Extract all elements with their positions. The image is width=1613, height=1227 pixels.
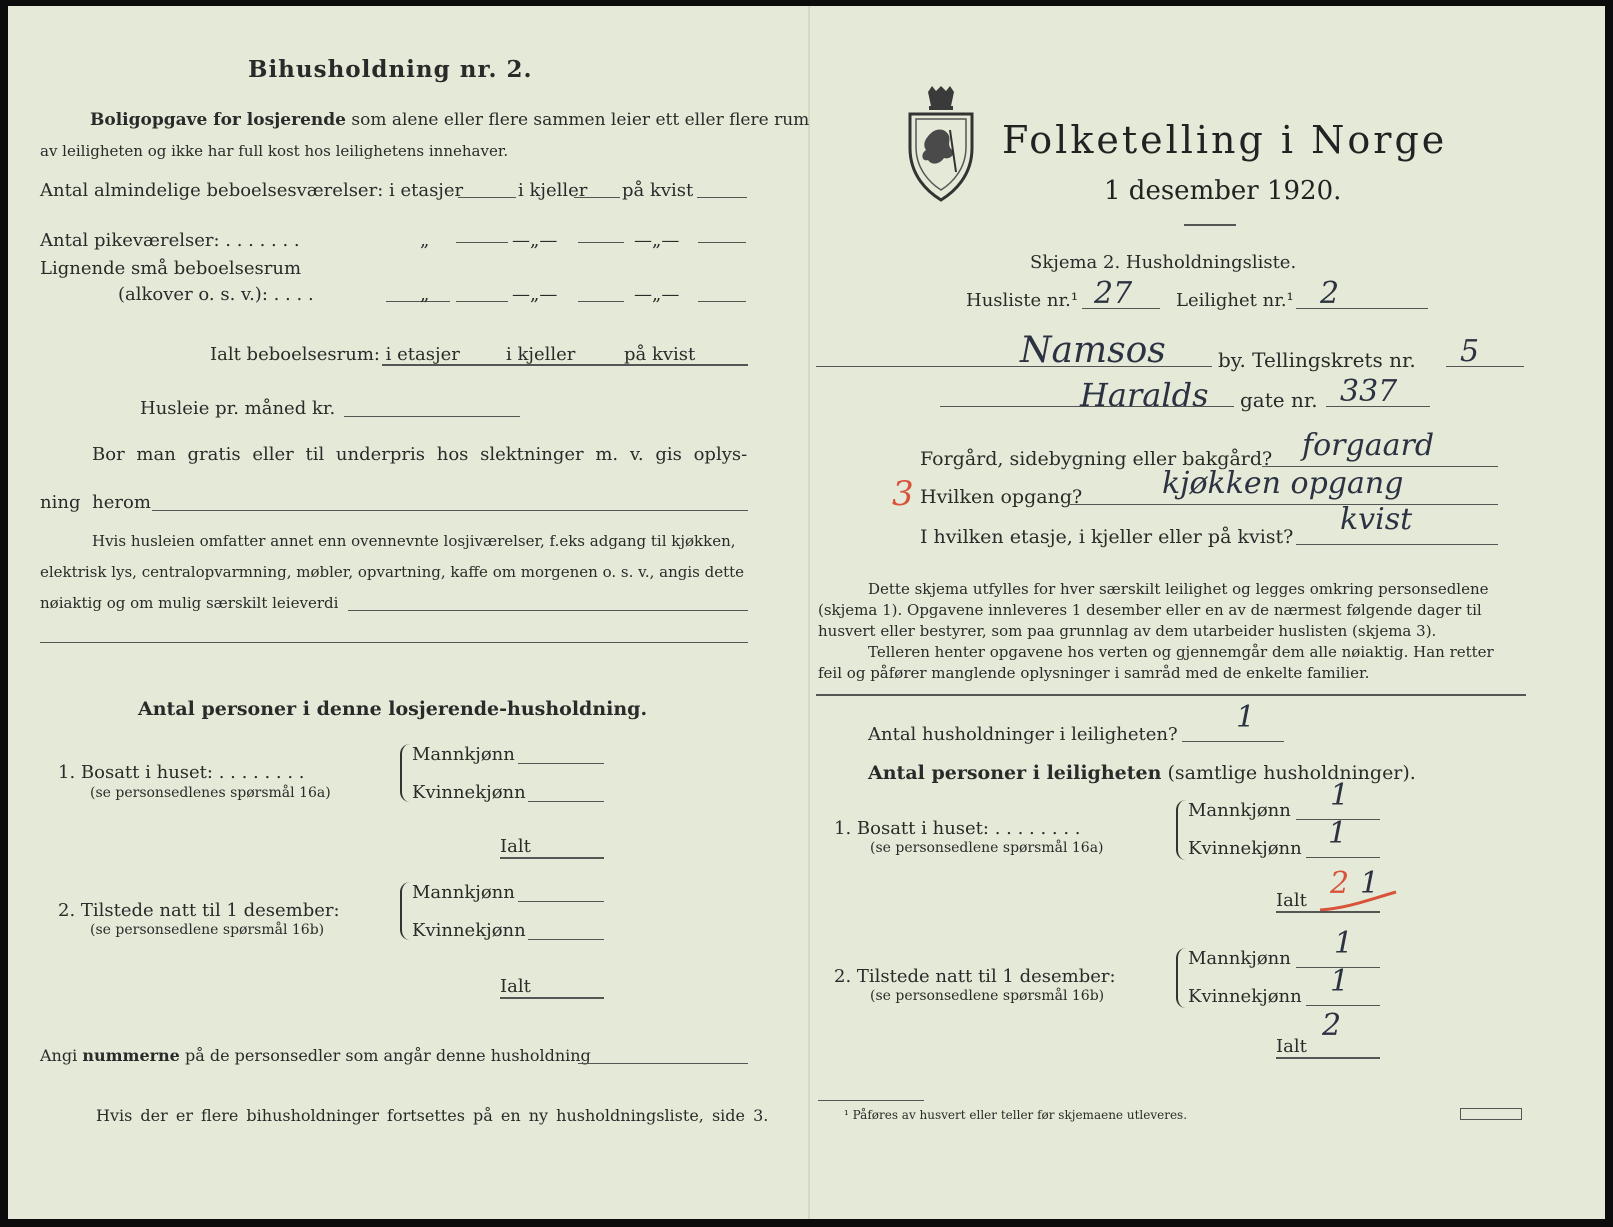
rooms-kvist-line: [697, 197, 747, 198]
right-q2-kvinne-label: Kvinnekjønn: [1188, 986, 1302, 1007]
angi-underline: [578, 1063, 748, 1064]
right-persons-bold: Antal personer i leiligheten: [868, 762, 1162, 784]
by-value: Namsos: [1020, 330, 1166, 371]
small-ditto: „: [420, 284, 430, 305]
includes-line-1: Hvis husleien omfatter annet enn ovennevnte losjiværelser, f.eks adgang til kjøkken,: [92, 532, 736, 550]
right-q2-kvinne-value: 1: [1330, 964, 1350, 999]
left-q1-mann-line: [518, 763, 604, 764]
title-rule: [1184, 224, 1236, 226]
angi-pre: Angi: [40, 1046, 78, 1065]
rooms-kjeller-label: i kjeller: [518, 180, 588, 201]
instr-line-2: (skjema 1). Opgavene innleveres 1 desember eller en av de nærmest følgende dager til: [818, 601, 1482, 619]
right-q2-sub: (se personsedlene spørsmål 16b): [870, 988, 1105, 1004]
instr-line-5: feil og påfører manglende oplysninger i samråd med de enkelte familier.: [818, 664, 1370, 682]
intro-rest: som alene eller flere sammen leier ett eller flere rum: [351, 110, 810, 130]
gate-nr-value: 337: [1340, 374, 1398, 409]
krets-value: 5: [1460, 334, 1480, 369]
leilighet-label: Leilighet nr.¹: [1176, 290, 1294, 311]
left-q2-ialt-label: Ialt: [500, 976, 531, 997]
left-persons-title: Antal personer i denne losjerende-husholdning.: [138, 698, 648, 720]
etasje-label: I hvilken etasje, i kjeller eller på kvist?: [920, 526, 1294, 548]
includes-line-2: elektrisk lys, centralopvarmning, møbler, opvartning, kaffe om morgenen o. s. v., angis dette: [40, 563, 745, 581]
includes-line-3: nøiaktig og om mulig særskilt leieverdi: [40, 594, 339, 612]
instr-line-3: husvert eller bestyrer, som paa grunnlag av dem utarbeider huslisten (skjema 3).: [818, 622, 1437, 640]
right-q1-ialt-struck: 1: [1360, 866, 1380, 901]
right-q1-kvinne-label: Kvinnekjønn: [1188, 838, 1302, 859]
right-footnote: ¹ Påføres av husvert eller teller før skjemaene utleveres.: [844, 1108, 1188, 1122]
angi-post: på de personsedler som angår denne husholdning: [184, 1046, 591, 1065]
right-persons-rest: (samtlige husholdninger).: [1167, 762, 1416, 784]
instr-line-1: Dette skjema utfylles for hver særskilt leilighet og legges omkring personsedlene: [868, 580, 1489, 598]
right-q2-mann-label: Mannkjønn: [1188, 948, 1291, 969]
left-q1-sub: (se personsedlenes spørsmål 16a): [90, 785, 331, 801]
norway-coat-of-arms-icon: [900, 86, 982, 204]
left-q2-sub: (se personsedlene spørsmål 16b): [90, 922, 325, 938]
right-q1-kvinne-line: [1306, 857, 1380, 858]
rent-label: Husleie pr. måned kr.: [140, 398, 336, 419]
ialt-kjeller-label: i kjeller: [506, 344, 576, 365]
pike-ditto-3: —„—: [634, 230, 680, 251]
etasje-value: kvist: [1340, 502, 1413, 537]
left-q2-brace: [400, 882, 410, 940]
pike-ditto-2: —„—: [512, 230, 558, 251]
small-line-3: [698, 301, 746, 302]
intro-line-2: av leiligheten og ikke har full kost hos leilighetens innehaver.: [40, 142, 509, 160]
footnote-rule: [818, 1100, 924, 1101]
small-line-2: [578, 301, 624, 302]
rooms-label: Antal almindelige beboelsesværelser: i etasjer: [40, 180, 464, 201]
printer-stamp: [1460, 1108, 1522, 1120]
left-q1-kvinne-label: Kvinnekjønn: [412, 782, 526, 803]
forgard-value: forgaard: [1302, 428, 1435, 463]
rooms-kvist-label: på kvist: [622, 180, 694, 201]
right-q2-label: 2. Tilstede natt til 1 desember:: [834, 966, 1116, 987]
right-q2-kvinne-line: [1306, 1005, 1380, 1006]
leilighet-line: [1296, 308, 1428, 309]
opgang-value: kjøkken opgang: [1162, 466, 1404, 501]
rent-line: [344, 416, 520, 417]
gratis-line-2: ning herom: [40, 492, 151, 513]
pike-label: Antal pikeværelser: . . . . . . .: [40, 230, 300, 251]
includes-extra-line: [40, 642, 748, 643]
left-footer: Hvis der er flere bihusholdninger fortsettes på en ny husholdningsliste, side 3.: [96, 1106, 769, 1125]
right-q1-label: 1. Bosatt i huset: . . . . . . . .: [834, 818, 1081, 839]
angi-line: [40, 1046, 591, 1065]
small-ditto-2: —„—: [512, 284, 558, 305]
right-q1-sub: (se personsedlene spørsmål 16a): [870, 840, 1104, 856]
pike-line-2: [578, 242, 624, 243]
right-title: Folketelling i Norge: [1002, 118, 1448, 162]
schema-label: Skjema 2. Husholdningsliste.: [1030, 252, 1297, 273]
left-q2-kvinne-line: [528, 939, 604, 940]
right-q2-ialt-label: Ialt: [1276, 1036, 1307, 1057]
left-q1-ialt-label: Ialt: [500, 836, 531, 857]
includes-line: [348, 610, 748, 611]
by-line: [816, 366, 1212, 367]
hush-label: Antal husholdninger i leiligheten?: [868, 724, 1178, 745]
pike-line-3: [698, 242, 746, 243]
opgang-line: [1070, 504, 1498, 505]
right-q1-mann-label: Mannkjønn: [1188, 800, 1291, 821]
left-q1-kvinne-line: [528, 801, 604, 802]
right-q1-mann-value: 1: [1330, 778, 1350, 813]
right-q2-ialt-value: 2: [1322, 1008, 1342, 1043]
by-label: by. Tellingskrets nr.: [1218, 348, 1416, 372]
hush-line: [1182, 741, 1284, 742]
left-q1-label: 1. Bosatt i huset: . . . . . . . .: [58, 762, 305, 783]
etasje-line: [1296, 544, 1498, 545]
small-label-1: Lignende små beboelsesrum: [40, 258, 302, 279]
gate-nr-line: [1326, 406, 1430, 407]
opgang-label: Hvilken opgang?: [920, 486, 1083, 508]
opgang-red-mark: 3: [892, 474, 914, 514]
husliste-line: [1082, 308, 1160, 309]
intro-line-1: [90, 110, 809, 130]
left-q1-mann-label: Mannkjønn: [412, 744, 515, 765]
right-q2-brace: [1176, 948, 1186, 1008]
left-q2-label: 2. Tilstede natt til 1 desember:: [58, 900, 340, 921]
small-line-1: [456, 301, 508, 302]
right-q1-ialt-line: [1276, 911, 1380, 913]
right-q1-brace: [1176, 800, 1186, 860]
page-fold: [808, 6, 810, 1219]
forgard-label: Forgård, sidebygning eller bakgård?: [920, 448, 1273, 470]
gratis-line-1: Bor man gratis eller til underpris hos slektninger m. v. gis oplys-: [92, 444, 748, 465]
right-date: 1 desember 1920.: [1104, 176, 1342, 206]
right-q2-ialt-line: [1276, 1057, 1380, 1059]
small-ditto-3: —„—: [634, 284, 680, 305]
leilighet-value: 2: [1320, 276, 1340, 311]
ialt-rooms-label: Ialt beboelsesrum: i etasjer: [210, 344, 460, 365]
husliste-value: 27: [1094, 276, 1133, 311]
right-q1-kvinne-value: 1: [1328, 816, 1348, 851]
ialt-kvist-label: på kvist: [624, 344, 696, 365]
rooms-kjeller-line: [574, 197, 620, 198]
left-title: Bihusholdning nr. 2.: [248, 56, 533, 83]
pike-ditto: „: [420, 230, 430, 251]
pike-line-1: [456, 242, 508, 243]
left-q1-ialt-line: [500, 857, 604, 859]
instr-line-4: Telleren henter opgavene hos verten og gjennemgår dem alle nøiaktig. Han retter: [868, 643, 1494, 661]
right-q1-ialt-value: 2: [1330, 866, 1350, 901]
small-label-2: (alkover o. s. v.): . . . .: [118, 284, 314, 305]
angi-bold: nummerne: [82, 1046, 180, 1065]
gate-line: [940, 406, 1234, 407]
krets-line: [1446, 366, 1524, 367]
left-q2-mann-label: Mannkjønn: [412, 882, 515, 903]
husliste-label: Husliste nr.¹: [966, 290, 1079, 311]
right-q2-mann-value: 1: [1334, 926, 1354, 961]
left-q2-kvinne-label: Kvinnekjønn: [412, 920, 526, 941]
gratis-line: [152, 510, 748, 511]
hush-value: 1: [1236, 700, 1256, 735]
left-q1-brace: [400, 744, 410, 802]
left-q2-ialt-line: [500, 997, 604, 999]
gate-value: Haralds: [1080, 376, 1209, 414]
gate-label: gate nr.: [1240, 388, 1318, 412]
left-q2-mann-line: [518, 901, 604, 902]
instr-rule: [816, 694, 1526, 696]
rooms-etasjer-line: [458, 197, 516, 198]
small-line-0: [386, 301, 450, 302]
intro-bold: Boligopgave for losjerende: [90, 110, 346, 130]
right-q1-ialt-label: Ialt: [1276, 890, 1307, 911]
